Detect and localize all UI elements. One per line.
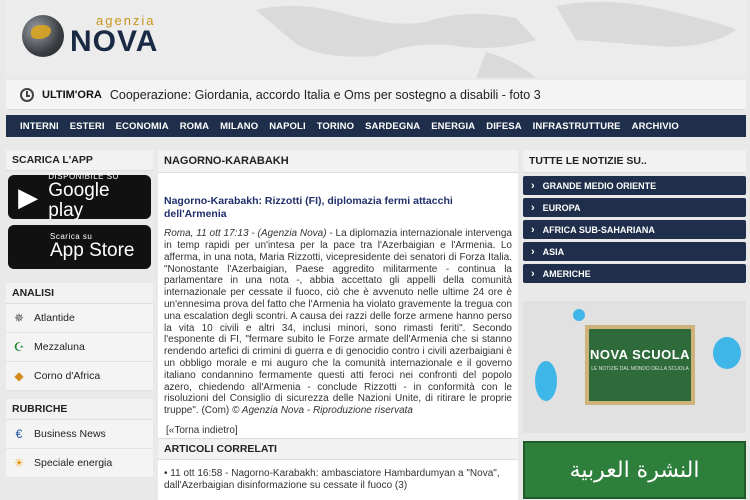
region-americhe[interactable]: › AMERICHE — [523, 264, 746, 283]
sidebar-item-label: Atlantide — [34, 312, 75, 324]
ticker-headline[interactable]: Cooperazione: Giordania, accordo Italia e Oms per sostegno a disabili - foto 3 — [109, 87, 541, 102]
region-asia[interactable]: › ASIA — [523, 242, 746, 261]
logo-agenzia-text: agenzia — [96, 13, 156, 28]
region-europa[interactable]: › EUROPA — [523, 198, 746, 217]
related-article-link[interactable]: • 11 ott 16:58 - Nagorno-Karabakh: ambasciatore Hambardumyan a "Nova", dall'Azerbaigian disinformazione su cessate il fuoco (3) — [164, 467, 500, 492]
article-title: Nagorno-Karabakh: Rizzotti (FI), diplomazia fermi attacchi dell'Armenia — [164, 195, 453, 220]
nav-esteri[interactable]: ESTERI — [69, 120, 105, 132]
section-heading: NAGORNO-KARABAKH — [158, 150, 518, 173]
nav-milano[interactable]: MILANO — [220, 120, 259, 132]
sidebar-item-label: Speciale energia — [34, 457, 113, 469]
sidebar-item-business-news[interactable] — [6, 420, 153, 449]
google-play-button[interactable] — [8, 171, 151, 222]
nova-scuola-title: NOVA SCUOLA — [589, 347, 691, 362]
sidebar-item-speciale-energia[interactable] — [6, 449, 153, 478]
arabic-bulletin-banner[interactable]: النشرة العربية — [523, 441, 746, 499]
crescent-icon: ☪ — [13, 340, 25, 354]
google-play-small-text: DISPONIBILE SU — [48, 171, 119, 181]
nav-torino[interactable]: TORINO — [316, 120, 355, 132]
google-play-icon: ▶ — [18, 181, 39, 212]
main-navigation — [6, 115, 746, 137]
world-map-background — [236, 0, 746, 78]
sidebar-item-mezzaluna[interactable] — [6, 333, 153, 362]
right-sidebar — [523, 150, 746, 499]
site-header — [6, 0, 746, 78]
article-signature: © Agenzia Nova - Riproduzione riservata — [232, 405, 413, 417]
nav-roma[interactable]: ROMA — [179, 120, 210, 132]
compass-icon: ✵ — [13, 311, 25, 325]
nav-difesa[interactable]: DIFESA — [486, 120, 522, 132]
nav-infrastrutture[interactable]: INFRASTRUTTURE — [532, 120, 621, 132]
related-articles-title: ARTICOLI CORRELATI — [158, 438, 518, 460]
app-section-title: SCARICA L'APP — [6, 150, 153, 171]
nav-archivio[interactable]: ARCHIVIO — [631, 120, 679, 132]
sun-icon: ☀ — [13, 456, 25, 470]
sidebar-item-label: Business News — [34, 428, 106, 440]
article-text: - La diplomazia internazionale intervenga in temp rapidi per un'intesa per la pace tra l'Azerbaigian e l'Armenia. Lo afferma, in una nota, Maria Rizzotti, vicepresidente dei senatori di Forza Italia. "Nonostante l'Azerbaigian, Paese aggredito militarmente - continua la parlamentare in una nota -, abbia accettato gli appelli della comunità internazionale per cessate il fuoco, ciò che è avvenuto nelle ultime 24 ore è un'ennesima prova del fatto che l'Armenia ha violato gravemente la tregua con una escalation degli scontri. A causa dei razzi delle forze armene hanno perso la vita 10 civili e altri 34, inclusi minori, sono rimasti feriti". Secondo l'esponente di FI, "fermare subito le Forze armate dell'Armenia che si stanno rendendo artefici di crimini di guerra e di genocidio contro i civili azerbaigiani è un obbligo morale e mi auguro che la comunità internazionale e il governo italiano condannino fermamente questi atti feroci nei confronti del popolo azero, chiedendo all'Armenia - conclude Rizzotti - in conformità con le risoluzioni del Consiglio di sicurezza delle Nazioni Unite, di ritirare le proprie truppe". (Com) — [164, 228, 512, 417]
app-store-button[interactable] — [8, 225, 151, 269]
nav-interni[interactable]: INTERNI — [20, 120, 59, 132]
logo-nova-text: NOVA — [70, 25, 159, 58]
google-play-big-text: Google play — [48, 180, 110, 222]
nav-energia[interactable]: ENERGIA — [431, 120, 476, 132]
nova-scuola-banner[interactable] — [523, 301, 746, 433]
nav-sardegna[interactable]: SARDEGNA — [365, 120, 421, 132]
all-news-title: TUTTE LE NOTIZIE SU.. — [523, 150, 746, 173]
rubriche-section-title: RUBRICHE — [6, 399, 153, 420]
agenzia-nova-logo[interactable] — [22, 14, 158, 57]
clock-icon — [20, 88, 34, 102]
back-link[interactable]: [«Torna indietro] — [166, 424, 238, 436]
africa-icon: ◆ — [14, 369, 24, 383]
sidebar-item-corno-africa[interactable] — [6, 362, 153, 391]
left-sidebar — [6, 150, 153, 478]
app-store-small-text: Scarica su — [50, 231, 93, 241]
analisi-section-title: ANALISI — [6, 283, 153, 304]
nova-scuola-subtitle: LE NOTIZIE DAL MONDO DELLA SCUOLA — [591, 366, 689, 372]
breaking-news-ticker — [6, 80, 746, 110]
ticker-label: ULTIM'ORA — [42, 88, 102, 101]
sidebar-item-label: Corno d'Africa — [34, 370, 101, 382]
chalkboard — [585, 325, 695, 405]
globe-icon — [22, 15, 64, 57]
sidebar-item-atlantide[interactable] — [6, 304, 153, 333]
euro-icon: € — [15, 427, 23, 441]
nav-napoli[interactable]: NAPOLI — [269, 120, 306, 132]
app-store-big-text: App Store — [50, 240, 135, 262]
sidebar-item-label: Mezzaluna — [34, 341, 85, 353]
nav-economia[interactable]: ECONOMIA — [115, 120, 169, 132]
region-grande-medio-oriente[interactable]: › GRANDE MEDIO ORIENTE — [523, 176, 746, 195]
article-body — [158, 220, 518, 417]
region-africa-sub-sahariana[interactable]: › AFRICA SUB-SAHARIANA — [523, 220, 746, 239]
article-main — [158, 150, 518, 500]
article-meta: Roma, 11 ott 17:13 - (Agenzia Nova) — [164, 228, 327, 240]
